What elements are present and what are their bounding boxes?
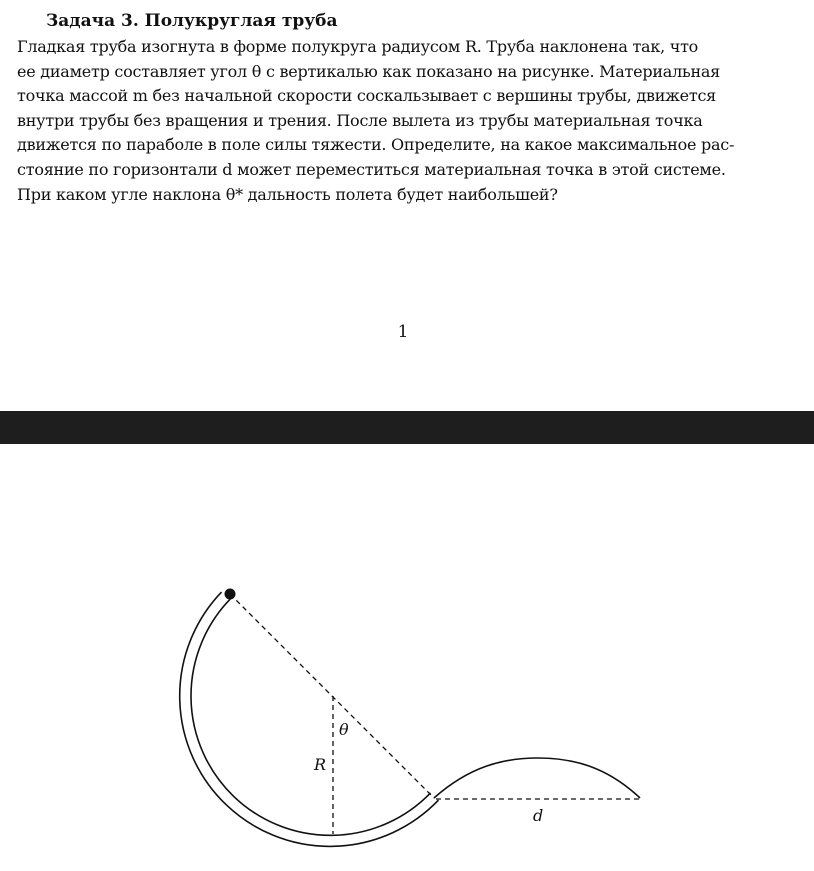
radius-label: R [314, 755, 327, 774]
task-statement [17, 35, 790, 207]
statement-line: ее диаметр составляет угол θ с вертикалью как показано на рисунке. Материальная [17, 61, 720, 81]
statement-line: Гладкая труба изогнута в форме полукруга радиусом R. Труба наклонена так, что [17, 37, 699, 56]
tube-outer-wall [180, 592, 439, 846]
parabola-trajectory [434, 758, 640, 798]
page-number: 1 [397, 322, 409, 342]
document-page [0, 0, 814, 411]
task-heading: Задача 3. Полукруглая труба [46, 11, 338, 31]
statement-line: стояние по горизонтали d может переместиться материальная точка в этой системе. [17, 159, 726, 179]
page-separator [0, 411, 814, 444]
theta-label: θ [339, 720, 349, 739]
material-point [225, 589, 236, 600]
statement-line: движется по параболе в поле силы тяжести. Определите, на какое максимальное рас- [17, 135, 735, 155]
tube-diagram [0, 444, 814, 871]
diameter-dashed-line [230, 594, 434, 798]
tube-inner-wall [191, 599, 431, 835]
statement-line: внутри трубы без вращения и трения. После вылета из трубы материальная точка [17, 110, 703, 130]
tube-figure [0, 444, 814, 871]
distance-label: d [533, 806, 544, 825]
statement-line: точка массой m без начальной скорости соскальзывает с вершины трубы, движется [17, 86, 717, 106]
statement-line: При каком угле наклона θ* дальность полета будет наибольшей? [17, 184, 558, 204]
